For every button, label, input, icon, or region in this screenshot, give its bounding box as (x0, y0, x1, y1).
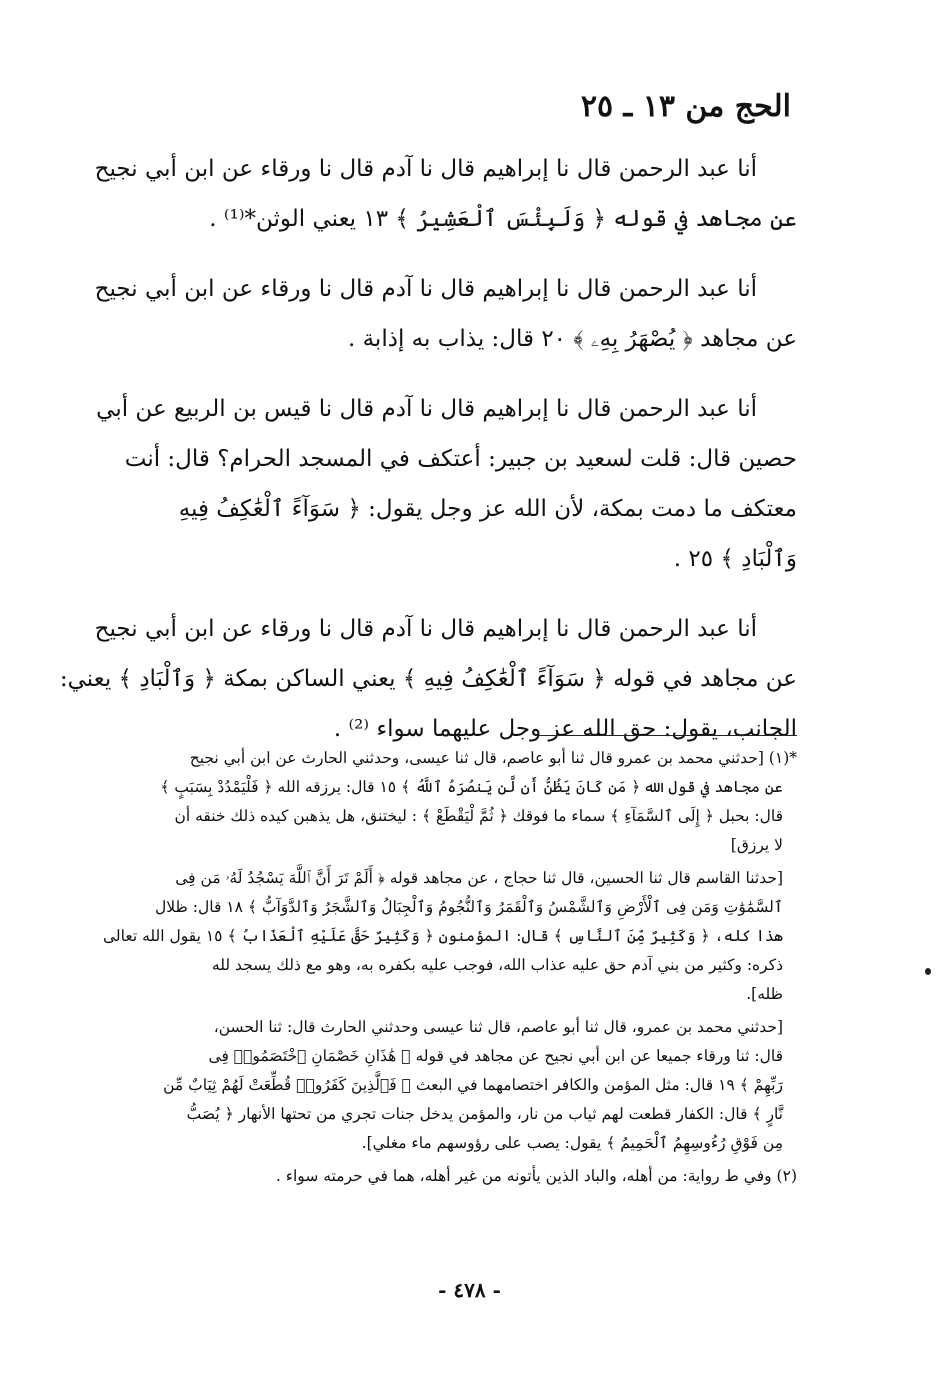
footnote-line: هذا كله، ﴿ وَكَثِيرٌ مِّنَ ٱلنَّاسِ ﴾ قال: المؤمنون ﴿ وَكَثِيرٌ حَقَّ عَلَيْهِ ٱلْعَذَابُ ﴾ ١٥ يقول الله تعالى (103, 927, 783, 945)
text-line: أنا عبد الرحمن قال نا إبراهيم قال نا آدم قال نا ورقاء عن ابن أبي نجيح (94, 276, 757, 302)
main-text (59, 144, 797, 774)
footnote-line: قال: بحبل ﴿ إِلَى ٱلسَّمَآءِ ﴾ سماء ما فوقك ﴿ ثُمَّ لْيَقْطَعْ ﴾ : ليختنق، هل يذهبن كيده ذلك خنقه أن (174, 807, 783, 825)
footnote-line: ٱلسَّمَٰوَٰتِ وَمَن فِى ٱلْأَرْضِ وَٱلشَّمْسُ وَٱلْقَمَرُ وَٱلنُّجُومُ وَٱلْجِبَالُ وَٱلشَّجَرُ وَٱلدَّوَآبُّ ﴾ ١٨ قال: ظلال (154, 898, 783, 916)
footnote-separator (535, 735, 797, 736)
footnote-line: (٢) وفي ط رواية: من أهله، والباد الذين يأتونه من غير أهله، هما في حرمته سواء . (275, 1167, 797, 1185)
running-head: الحج من ١٣ ـ ٢٥ (580, 89, 791, 124)
text-line: أنا عبد الرحمن قال نا إبراهيم قال نا آدم قال نا ورقاء عن ابن أبي نجيح (94, 156, 757, 182)
footnote-line: مِن فَوْقِ رُءُوسِهِمُ ٱلْحَمِيمُ ﴾ يقول: يصب على رؤوسهم ماء مغلي]. (361, 1134, 783, 1152)
text-line: أنا عبد الرحمن قال نا إبراهيم قال نا آدم قال نا قيس بن الربيع عن أبي (96, 396, 757, 422)
footnote-line: *(١) [حدثني محمد بن عمرو قال ثنا أبو عاصم، قال ثنا عيسى، وحدثني الحارث عن ابن أبي نجيح (189, 749, 797, 767)
text-line: عن مجاهد ﴿ يُصْهَرُ بِهِۦ ﴾ ٢٠ قال: يذاب به إذابة . (347, 326, 797, 352)
paragraph-3 (96, 384, 797, 584)
footnote-line: نَّارٍ ﴾ قال: الكفار قطعت لهم ثياب من نار، والمؤمن يدخل جنات تجري من تحتها الأنهار ﴿ يُصَبُّ (186, 1105, 783, 1123)
footnote-1 (118, 744, 797, 860)
footnote-line: رَبِّهِمْ ﴾ ١٩ قال: مثل المؤمن والكافر اختصامهما في البعث ﴿ فَٱلَّذِينَ كَفَرُوا۟ قُطِّعَتْ لَهُمْ ثِيَابٌ مِّن (163, 1076, 783, 1094)
paragraph-4 (59, 604, 797, 754)
text-line: معتكف ما دمت بمكة، لأن الله عز وجل يقول: ﴿ سَوَآءً ٱلْعَٰكِفُ فِيهِ (178, 496, 797, 522)
footnote-line: قال: ثنا ورقاء جميعا عن ابن أبي نجيح عن مجاهد في قوله ﴿ هَٰذَانِ خَصْمَانِ ٱخْتَصَمُوا۟ فِى (208, 1047, 783, 1065)
footnote-line: عن مجاهد في قول الله ﴿ مَن كَانَ يَظُنُّ أَن لَّن يَنصُرَهُ ٱللَّهُ ﴾ ١٥ قال: يرزقه الله ﴿ فَلْيَمْدُدْ بِسَبَبٍ ﴾ (160, 778, 783, 796)
scan-speck (925, 968, 931, 975)
paragraph-1 (94, 144, 797, 244)
text-line: وَٱلْبَادِ ﴾ ٢٥ . (673, 546, 797, 572)
footnote-line: ذكره: وكثير من بني آدم حق عليه عذاب الله، فوجب عليه بكفره به، وهو مع ذلك يسجد لله (211, 956, 783, 974)
footnote-line: ظله]. (746, 985, 783, 1003)
text-line: حصين قال: قلت لسعيد بن جبير: أعتكف في المسجد الحرام؟ قال: أنت (124, 446, 797, 472)
paragraph-2 (94, 264, 797, 364)
footnote-line: لا يرزق] (730, 836, 783, 854)
text-line: الجانب، يقول: حق الله عز وجل عليهما سواء ⁽²⁾ . (333, 716, 797, 742)
footnote-2 (118, 1162, 797, 1191)
text-line: عن مجاهد في قوله ﴿ سَوَآءً ٱلْعَٰكِفُ فِيهِ ﴾ يعني الساكن بمكة ﴿ وَٱلْبَادِ ﴾ يعني: (59, 666, 797, 692)
footnote-line: [حدثني محمد بن عمرو، قال ثنا أبو عاصم، قال ثنا عيسى وحدثني الحارث قال: ثنا الحسن، (213, 1018, 783, 1036)
text-line: أنا عبد الرحمن قال نا إبراهيم قال نا آدم قال نا ورقاء عن ابن أبي نجيح (94, 616, 757, 642)
text-line: عن مجاهد في قوله ﴿ وَلَبِئْسَ ٱلْعَشِيرُ ﴾ ١٣ يعني الوثن*⁽¹⁾ . (209, 206, 797, 232)
footnote-line: [حدثنا القاسم قال ثنا الحسين، قال ثنا حجاج ، عن مجاهد قوله ﴿ أَلَمْ تَرَ أَنَّ ٱللَّهَ يَسْجُدُ لَهُۥ مَن فِى (175, 869, 783, 887)
footnote-1-continued-b (118, 1013, 797, 1158)
footnote-1-continued-a (103, 864, 797, 1009)
footnotes (103, 744, 797, 1195)
page-number: - ٤٧٨ - (438, 1278, 501, 1302)
